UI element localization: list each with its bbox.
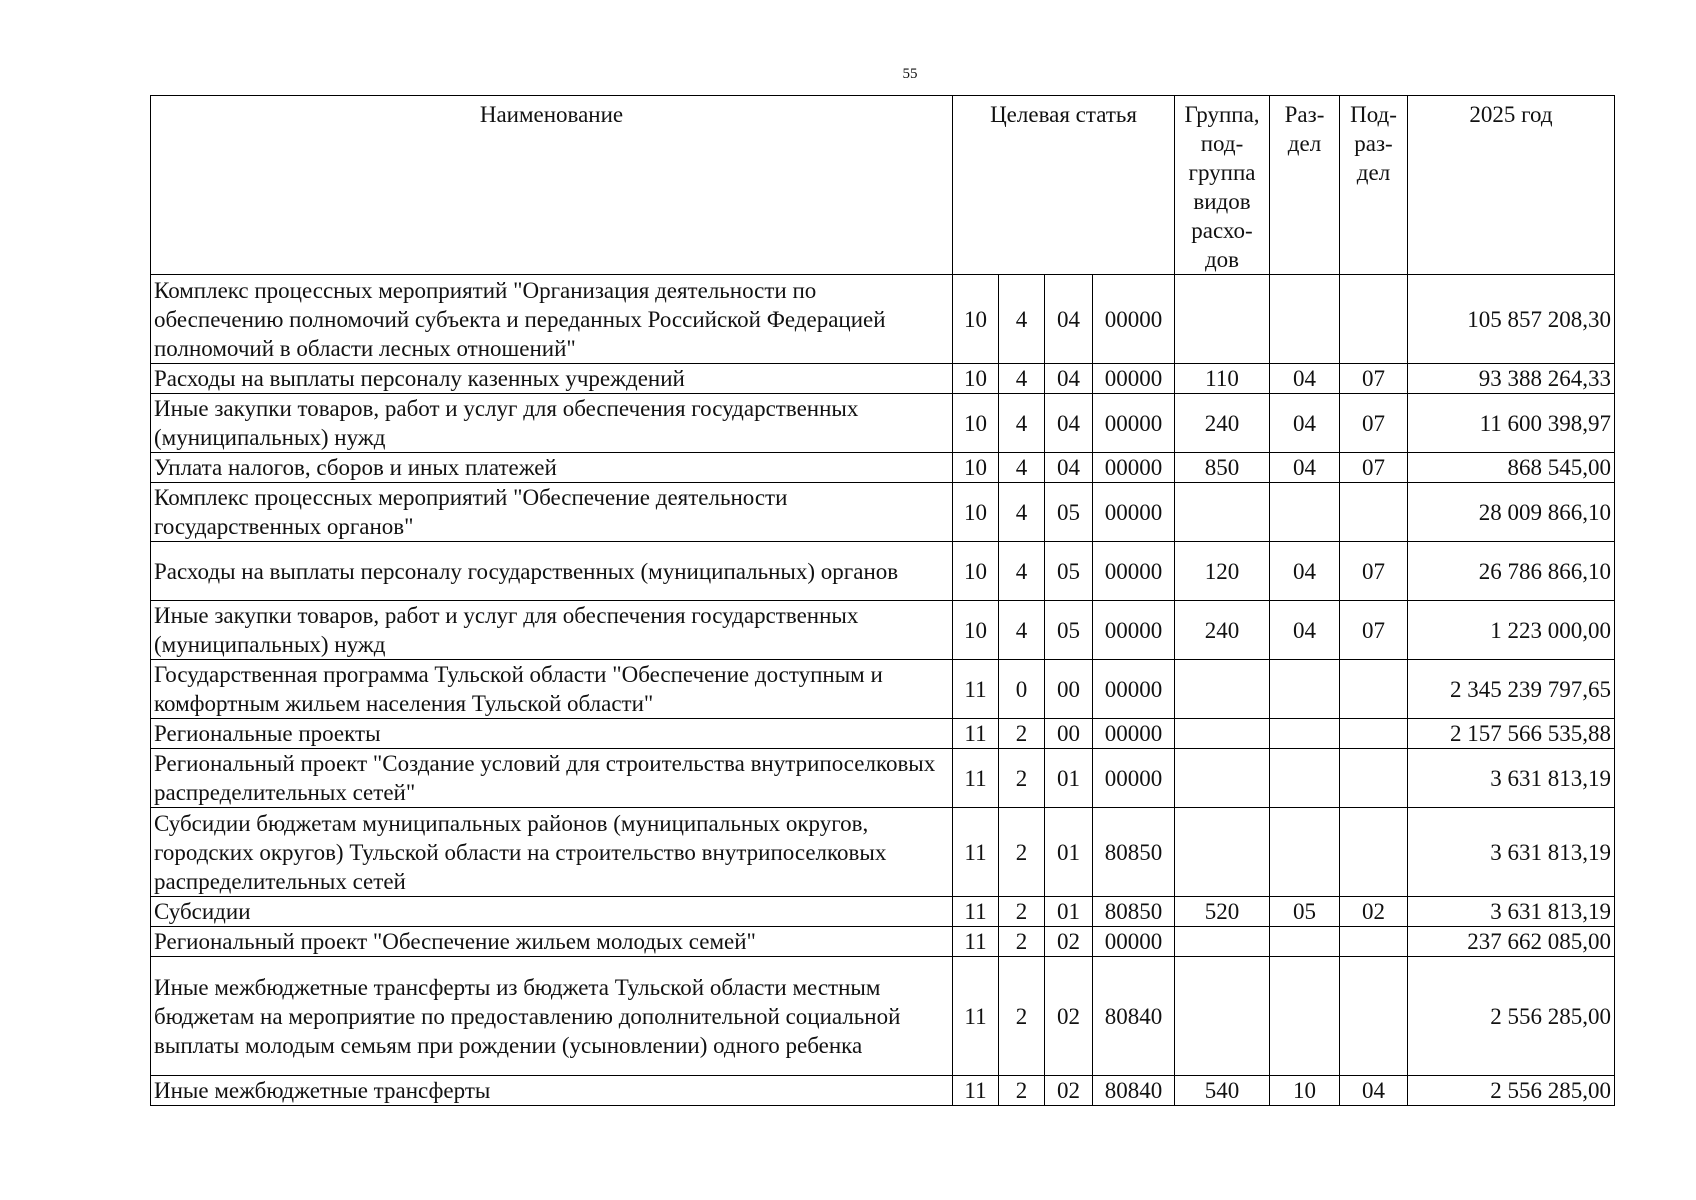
row-target-direction: 00000 [1093,275,1175,364]
row-group: 110 [1175,364,1270,394]
row-target-direction: 00000 [1093,483,1175,542]
header-year: 2025 год [1408,96,1615,275]
row-group [1175,275,1270,364]
row-subsection [1340,957,1408,1076]
row-amount: 2 556 285,00 [1408,1076,1615,1106]
row-name: Субсидии бюджетам муниципальных районов (муниципальных округов, городских округов) Тульской области на строительство внутрипоселковых распределительных сетей [151,808,953,897]
row-target-direction: 00000 [1093,394,1175,453]
row-target-program: 11 [953,749,999,808]
row-group: 120 [1175,542,1270,601]
row-subsection [1340,275,1408,364]
row-name: Иные межбюджетные трансферты [151,1076,953,1106]
row-subsection [1340,483,1408,542]
table-row [151,542,1615,601]
row-target-program: 11 [953,957,999,1076]
row-amount: 3 631 813,19 [1408,897,1615,927]
row-amount: 2 345 239 797,65 [1408,660,1615,719]
row-name: Региональный проект "Создание условий для строительства внутрипоселковых распределительных сетей" [151,749,953,808]
row-target-type: 2 [999,719,1045,749]
table-row [151,897,1615,927]
row-target-element: 01 [1045,897,1093,927]
row-amount: 868 545,00 [1408,453,1615,483]
row-group [1175,483,1270,542]
row-group: 540 [1175,1076,1270,1106]
row-section: 04 [1270,394,1340,453]
row-target-direction: 80840 [1093,1076,1175,1106]
row-group: 240 [1175,601,1270,660]
row-target-direction: 80840 [1093,957,1175,1076]
row-subsection [1340,808,1408,897]
row-target-program: 10 [953,394,999,453]
row-section [1270,927,1340,957]
row-amount: 2 556 285,00 [1408,957,1615,1076]
row-target-direction: 00000 [1093,364,1175,394]
row-subsection: 02 [1340,897,1408,927]
row-amount: 105 857 208,30 [1408,275,1615,364]
row-target-element: 00 [1045,719,1093,749]
row-subsection: 07 [1340,453,1408,483]
row-target-element: 02 [1045,927,1093,957]
row-target-type: 4 [999,394,1045,453]
table-row [151,1076,1615,1106]
row-target-element: 05 [1045,483,1093,542]
row-target-type: 4 [999,542,1045,601]
row-amount: 28 009 866,10 [1408,483,1615,542]
row-subsection: 07 [1340,542,1408,601]
row-target-program: 10 [953,453,999,483]
row-target-direction: 00000 [1093,453,1175,483]
row-amount: 2 157 566 535,88 [1408,719,1615,749]
row-target-type: 2 [999,749,1045,808]
row-target-direction: 80850 [1093,808,1175,897]
table-row [151,394,1615,453]
row-name: Уплата налогов, сборов и иных платежей [151,453,953,483]
row-group [1175,957,1270,1076]
row-target-type: 0 [999,660,1045,719]
row-target-program: 11 [953,897,999,927]
row-target-type: 2 [999,1076,1045,1106]
row-target-program: 11 [953,927,999,957]
row-target-element: 01 [1045,749,1093,808]
row-target-type: 2 [999,897,1045,927]
table-row [151,808,1615,897]
row-name: Комплекс процессных мероприятий "Организация деятельности по обеспечению полномочий субъекта и переданных Российской Федерацией полномочий в области лесных отношений" [151,275,953,364]
row-section: 10 [1270,1076,1340,1106]
row-subsection [1340,660,1408,719]
table-row [151,453,1615,483]
header-section: Раз-дел [1270,96,1340,275]
row-target-program: 11 [953,808,999,897]
row-target-program: 11 [953,1076,999,1106]
table-row [151,749,1615,808]
row-target-type: 2 [999,808,1045,897]
table-row [151,660,1615,719]
row-target-type: 4 [999,453,1045,483]
row-target-direction: 00000 [1093,927,1175,957]
row-target-direction: 00000 [1093,719,1175,749]
row-name: Региональный проект "Обеспечение жильем молодых семей" [151,927,953,957]
row-group [1175,660,1270,719]
row-group [1175,719,1270,749]
row-target-type: 2 [999,957,1045,1076]
table-row [151,364,1615,394]
row-target-program: 10 [953,364,999,394]
row-name: Расходы на выплаты персоналу казенных учреждений [151,364,953,394]
row-group [1175,749,1270,808]
row-name: Региональные проекты [151,719,953,749]
row-group: 240 [1175,394,1270,453]
row-name: Государственная программа Тульской области "Обеспечение доступным и комфортным жильем населения Тульской области" [151,660,953,719]
header-subsection: Под-раз-дел [1340,96,1408,275]
row-section [1270,483,1340,542]
row-section [1270,808,1340,897]
row-target-element: 04 [1045,394,1093,453]
row-target-type: 4 [999,364,1045,394]
row-section [1270,275,1340,364]
row-section [1270,660,1340,719]
table-row [151,957,1615,1076]
row-subsection [1340,927,1408,957]
page-number: 55 [902,66,918,82]
row-amount: 237 662 085,00 [1408,927,1615,957]
row-target-element: 02 [1045,957,1093,1076]
row-amount: 1 223 000,00 [1408,601,1615,660]
row-target-direction: 00000 [1093,601,1175,660]
row-group: 850 [1175,453,1270,483]
header-group: Группа, под-группа видов расхо-дов [1175,96,1270,275]
row-target-program: 10 [953,601,999,660]
row-name: Иные закупки товаров, работ и услуг для обеспечения государственных (муниципальных) нужд [151,394,953,453]
row-target-direction: 00000 [1093,542,1175,601]
row-section: 04 [1270,364,1340,394]
row-group [1175,927,1270,957]
row-amount: 11 600 398,97 [1408,394,1615,453]
row-target-type: 2 [999,927,1045,957]
row-subsection: 07 [1340,364,1408,394]
row-name: Расходы на выплаты персоналу государственных (муниципальных) органов [151,542,953,601]
row-target-program: 11 [953,660,999,719]
row-subsection: 04 [1340,1076,1408,1106]
row-target-element: 01 [1045,808,1093,897]
table-row [151,927,1615,957]
row-subsection: 07 [1340,601,1408,660]
row-subsection: 07 [1340,394,1408,453]
row-amount: 93 388 264,33 [1408,364,1615,394]
table-header-row [151,96,1615,275]
row-target-program: 11 [953,719,999,749]
row-section [1270,719,1340,749]
row-name: Иные межбюджетные трансферты из бюджета Тульской области местным бюджетам на мероприятие по предоставлению дополнительной социальной выплаты молодым семьям при рождении (усыновлении) одного ребенка [151,957,953,1076]
row-target-program: 10 [953,275,999,364]
row-section: 04 [1270,542,1340,601]
table-row [151,719,1615,749]
header-target: Целевая статья [953,96,1175,275]
row-target-direction: 00000 [1093,660,1175,719]
row-target-element: 04 [1045,453,1093,483]
row-amount: 3 631 813,19 [1408,808,1615,897]
row-target-type: 4 [999,275,1045,364]
row-subsection [1340,719,1408,749]
row-target-direction: 80850 [1093,897,1175,927]
header-name: Наименование [151,96,953,275]
table-row [151,483,1615,542]
row-section: 04 [1270,453,1340,483]
row-target-program: 10 [953,483,999,542]
row-name: Комплекс процессных мероприятий "Обеспечение деятельности государственных органов" [151,483,953,542]
row-section [1270,957,1340,1076]
row-section: 05 [1270,897,1340,927]
row-target-element: 05 [1045,601,1093,660]
row-target-element: 00 [1045,660,1093,719]
row-group: 520 [1175,897,1270,927]
row-target-element: 02 [1045,1076,1093,1106]
row-name: Иные закупки товаров, работ и услуг для обеспечения государственных (муниципальных) нужд [151,601,953,660]
row-amount: 3 631 813,19 [1408,749,1615,808]
row-name: Субсидии [151,897,953,927]
row-target-direction: 00000 [1093,749,1175,808]
row-subsection [1340,749,1408,808]
table-row [151,601,1615,660]
row-target-element: 04 [1045,275,1093,364]
row-group [1175,808,1270,897]
row-target-element: 05 [1045,542,1093,601]
row-target-type: 4 [999,483,1045,542]
table-row [151,275,1615,364]
row-target-program: 10 [953,542,999,601]
row-amount: 26 786 866,10 [1408,542,1615,601]
row-target-element: 04 [1045,364,1093,394]
budget-table [150,95,1615,1106]
row-section [1270,749,1340,808]
row-section: 04 [1270,601,1340,660]
row-target-type: 4 [999,601,1045,660]
